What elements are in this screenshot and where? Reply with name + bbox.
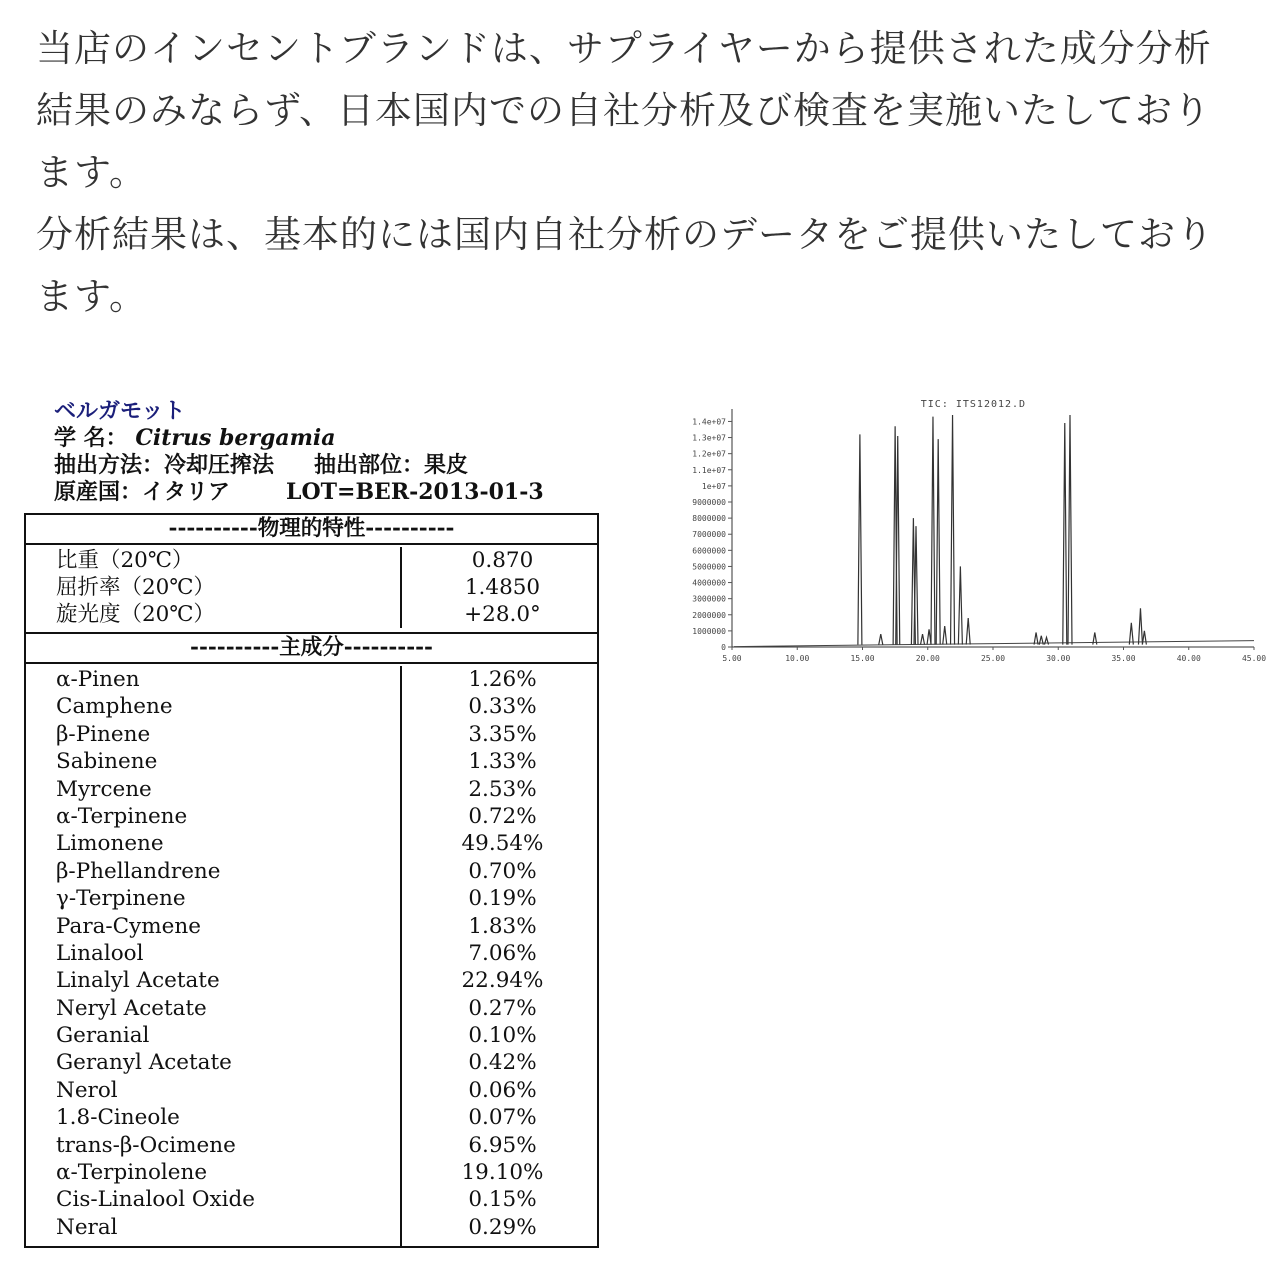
y-tick-label: 1e+07 [701,481,726,491]
spec-sheet-header [54,398,614,506]
chromatogram-peak [1129,623,1133,645]
component-value: 0.15% [468,1187,537,1213]
baseline-trace [734,641,1254,647]
physical-property-name: 旋光度（20℃） [56,602,215,627]
origin: 原産国：イタリア [54,479,231,505]
component-value: 1.26% [468,667,537,692]
x-tick-label: 15.00 [850,654,875,663]
component-values-column [402,666,597,1246]
chromatogram-peak [896,436,900,645]
chromatogram-peak [943,626,947,645]
extraction-part: 抽出部位：果皮 [314,452,469,478]
y-tick-label: 1.4e+07 [692,417,726,427]
physical-property-value: +28.0° [464,602,541,627]
component-value: 0.06% [468,1077,537,1103]
component-value: 6.95% [468,1132,537,1158]
physical-property-name: 屈折率（20℃） [56,575,215,600]
chromatogram-peak [936,439,940,644]
x-tick-label: 10.00 [785,654,810,663]
physical-values-column [402,547,597,628]
chart-title: TIC: ITS12012.D [920,399,1027,410]
x-tick-label: 40.00 [1176,654,1201,663]
component-name: trans-β-Ocimene [56,1132,236,1158]
y-tick-label: 1.3e+07 [692,433,726,443]
y-tick-label: 9000000 [692,498,726,507]
components-title: ----------主成分---------- [26,632,597,664]
extraction-method: 抽出方法：冷却圧搾法 [54,452,275,478]
chromatogram-chart [660,395,1267,670]
component-value: 2.53% [468,776,537,802]
y-tick-label: 1.2e+07 [692,449,726,459]
x-tick-label: 35.00 [1111,654,1136,663]
component-name: Geranial [56,1023,150,1049]
chromatogram-peak [1063,423,1067,645]
component-value: 0.19% [468,886,537,912]
y-tick-label: 4000000 [692,578,726,588]
y-tick-label: 1.1e+07 [692,465,726,475]
scientific-name-row [54,425,614,452]
y-tick-label: 5000000 [692,562,726,572]
chromatogram-peak [951,415,955,645]
x-tick-label: 45.00 [1241,654,1267,663]
intro-paragraph-1: 当店のインセントブランドは、サプライヤーから提供された成分分析結果のみならず、日本国内での自社分析及び検査を実施いたしております。 [36,27,1212,194]
origin-row [54,479,614,506]
component-name: Nerol [56,1077,118,1103]
component-value: 19.10% [461,1160,544,1186]
chromatogram-peak [1138,608,1142,644]
product-name: ベルガモット [54,399,186,424]
component-name: Neral [56,1214,118,1240]
x-tick-label: 20.00 [915,654,940,663]
lot-number: LOT=BER-2013-01-3 [286,479,544,505]
components [26,664,597,1246]
component-name: Linalyl Acetate [56,968,220,994]
component-name: β-Pinene [56,721,151,747]
component-value: 7.06% [468,940,537,966]
y-tick-label: 2000000 [692,610,726,620]
chromatogram-peak [1068,415,1072,645]
component-value: 0.29% [468,1214,537,1240]
component-name: Neryl Acetate [56,995,207,1021]
chromatogram-peak [1045,637,1049,644]
x-tick-label: 5.00 [722,654,742,663]
chromatogram-peak [921,634,925,644]
chromatogram-peak [931,417,935,645]
component-value: 0.10% [468,1023,537,1049]
component-name: Para-Cymene [56,913,201,939]
intro-paragraph-2: 分析結果は、基本的には国内自社分析のデータをご提供いたしております。 [36,213,1214,318]
scientific-name: Citrus bergamia [135,425,336,451]
component-value: 0.27% [468,995,537,1021]
component-name: Sabinene [56,749,158,775]
physical-property-value: 1.4850 [464,575,541,600]
chromatogram-peak [858,434,862,644]
component-name: α-Terpinolene [56,1160,208,1186]
chromatogram-peak [914,526,918,644]
component-name: α-Terpinene [56,803,188,829]
physical-property-name: 比重（20℃） [56,548,194,573]
y-tick-label: 7000000 [692,530,726,540]
component-value: 0.33% [468,694,537,720]
intro-text [36,18,1246,328]
chromatogram-peak [1142,631,1146,645]
physical-properties [26,545,597,632]
y-tick-label: 8000000 [692,514,726,524]
component-name: Limonene [56,831,164,857]
chromatogram-peak [958,566,962,644]
spec-table [24,513,599,1248]
component-value: 1.33% [468,749,537,775]
y-tick-label: 6000000 [692,546,726,556]
y-tick-label: 3000000 [692,594,726,604]
component-names-column [26,666,402,1246]
component-value: 1.83% [468,913,537,939]
x-tick-label: 25.00 [980,654,1006,663]
physical-names-column [26,547,402,628]
component-name: Camphene [56,694,173,720]
extraction-row [54,452,614,479]
component-name: Linalool [56,940,144,966]
component-value: 22.94% [461,968,544,994]
component-name: α-Pinen [56,667,140,692]
chromatogram-peak [966,618,970,645]
chromatogram-peak [879,634,883,644]
component-value: 0.07% [468,1105,537,1131]
scientific-name-label: 学 名： [54,425,128,451]
component-name: Myrcene [56,776,152,802]
component-name: γ-Terpinene [56,886,186,912]
component-value: 0.42% [468,1050,537,1076]
component-value: 0.70% [468,858,537,884]
component-value: 0.72% [468,803,537,829]
component-name: Cis-Linalool Oxide [56,1187,256,1213]
component-name: β-Phellandrene [56,858,221,884]
component-name: 1.8-Cineole [56,1105,180,1131]
y-tick-label: 0 [721,643,726,652]
physical-properties-title: ----------物理的特性---------- [26,515,597,545]
y-tick-label: 1000000 [692,626,726,636]
component-value: 49.54% [461,831,544,857]
component-value: 3.35% [468,721,537,747]
physical-property-value: 0.870 [471,548,534,573]
x-tick-label: 30.00 [1046,654,1071,663]
component-name: Geranyl Acetate [56,1050,232,1076]
